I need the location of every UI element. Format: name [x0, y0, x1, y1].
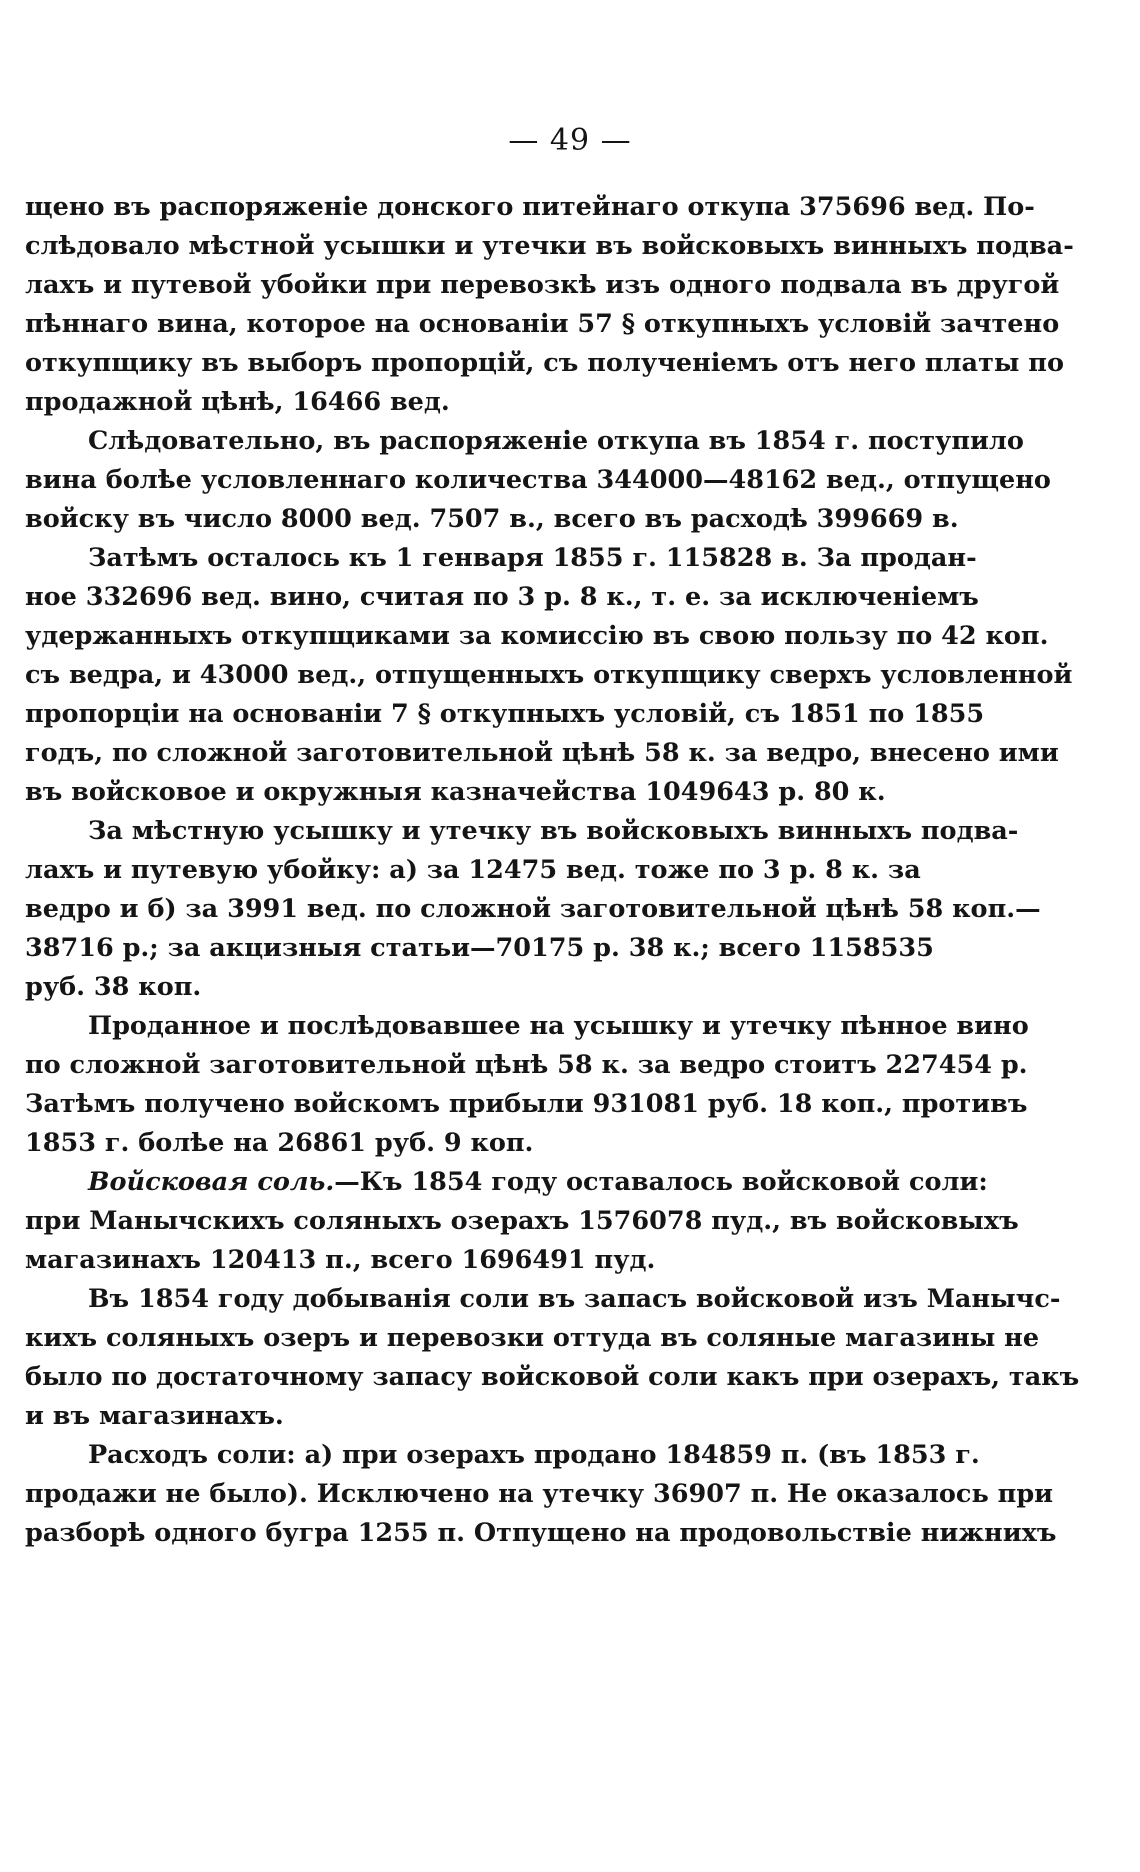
text-line: годъ, по сложной заготовительной цѣнѣ 58 к. за ведро, внесено ими — [25, 738, 1059, 768]
text-line: Проданное и послѣдовавшее на усышку и утечку пѣнное вино — [88, 1011, 1029, 1041]
text-line: магазинахъ 120413 п., всего 1696491 пуд. — [25, 1245, 656, 1275]
text-line: руб. 38 коп. — [25, 972, 202, 1002]
text-line: кихъ соляныхъ озеръ и перевозки оттуда въ соляные магазины не — [25, 1323, 1040, 1353]
text-line: Затѣмъ осталось къ 1 генваря 1855 г. 115828 в. За продан- — [88, 543, 977, 573]
text-line: въ войсковое и окружныя казначейства 1049643 р. 80 к. — [25, 777, 886, 807]
text-line — [25, 1163, 988, 1202]
page-number: — 49 — — [508, 123, 632, 158]
text-line: 1853 г. болѣе на 26861 руб. 9 коп. — [25, 1128, 534, 1158]
text-line: продажной цѣнѣ, 16466 вед. — [25, 387, 450, 417]
text-line: пѣннаго вина, которое на основаніи 57 § откупныхъ условій зачтено — [25, 309, 1060, 339]
text-line: ведро и б) за 3991 вед. по сложной заготовительной цѣнѣ 58 коп.— — [25, 894, 1041, 924]
text-line: Слѣдовательно, въ распоряженіе откупа въ 1854 г. поступило — [88, 426, 1024, 456]
text-line: продажи не было). Исключено на утечку 36907 п. Не оказалось при — [25, 1479, 1054, 1509]
text-line-rest: —Къ 1854 году оставалось войсковой соли: — [334, 1167, 988, 1197]
text-line: съ ведра, и 43000 вед., отпущенныхъ откупщику сверхъ условленной — [25, 660, 1073, 690]
text-line: пропорціи на основаніи 7 § откупныхъ условій, съ 1851 по 1855 — [25, 699, 985, 729]
text-line: щено въ распоряженіе донского питейнаго откупа 375696 вед. По- — [25, 192, 1035, 222]
text-line: ное 332696 вед. вино, считая по 3 р. 8 к., т. е. за исключеніемъ — [25, 582, 979, 612]
body-text — [25, 188, 1080, 1553]
text-line: при Манычскихъ соляныхъ озерахъ 1576078 пуд., въ войсковыхъ — [25, 1206, 1019, 1236]
text-line: Расходъ соли: а) при озерахъ продано 184859 п. (въ 1853 г. — [88, 1440, 980, 1470]
text-line: откупщику въ выборъ пропорцій, съ полученіемъ отъ него платы по — [25, 348, 1064, 378]
text-line: удержанныхъ откупщиками за комиссію въ свою пользу по 42 коп. — [25, 621, 1049, 651]
text-line: по сложной заготовительной цѣнѣ 58 к. за ведро стоитъ 227454 р. — [25, 1050, 1028, 1080]
text-line: было по достаточному запасу войсковой соли какъ при озерахъ, такъ — [25, 1362, 1080, 1392]
text-line: Въ 1854 году добыванія соли въ запасъ войсковой изъ Манычс- — [88, 1284, 1061, 1314]
text-line: слѣдовало мѣстной усышки и утечки въ войсковыхъ винныхъ подва- — [25, 231, 1074, 261]
text-line: разборѣ одного бугра 1255 п. Отпущено на продовольствіе нижнихъ — [25, 1518, 1057, 1548]
text-line: За мѣстную усышку и утечку въ войсковыхъ винныхъ подва- — [88, 816, 1019, 846]
text-line: лахъ и путевой убойки при перевозкѣ изъ одного подвала въ другой — [25, 270, 1060, 300]
text-line: и въ магазинахъ. — [25, 1401, 284, 1431]
section-heading: Войсковая соль. — [88, 1167, 335, 1197]
text-line: вина болѣе условленнаго количества 344000—48162 вед., отпущено — [25, 465, 1051, 495]
text-line: Затѣмъ получено войскомъ прибыли 931081 руб. 18 коп., противъ — [25, 1089, 1028, 1119]
text-line: войску въ число 8000 вед. 7507 в., всего въ расходѣ 399669 в. — [25, 504, 959, 534]
text-line: 38716 р.; за акцизныя статьи—70175 р. 38 к.; всего 1158535 — [25, 933, 934, 963]
text-line: лахъ и путевую убойку: а) за 12475 вед. тоже по 3 р. 8 к. за — [25, 855, 921, 885]
